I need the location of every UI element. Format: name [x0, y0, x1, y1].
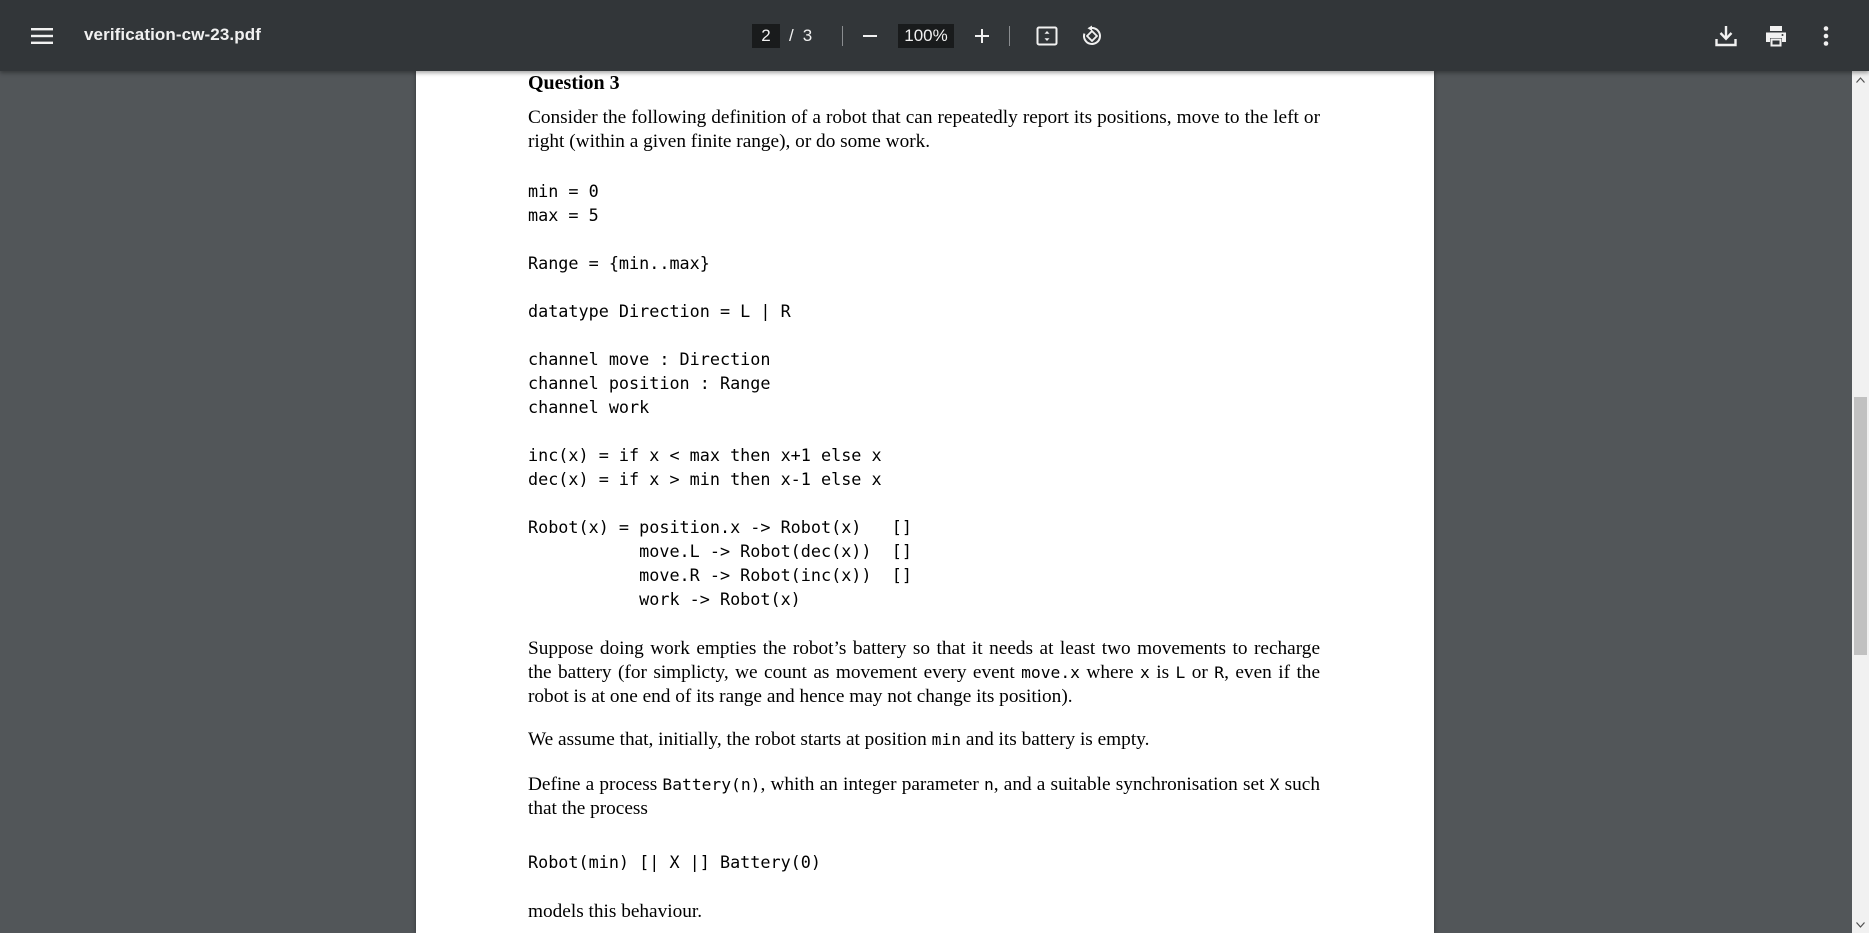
assumption-paragraph: We assume that, initially, the robot starts at position min and its battery is empty. — [528, 729, 1150, 750]
code-line-max: max = 5 — [528, 205, 599, 225]
zoom-level-input[interactable]: 100% — [898, 24, 954, 48]
fit-to-page-icon — [1036, 25, 1058, 47]
code-line-sync: Robot(min) [| X |] Battery(0) — [528, 852, 821, 872]
code-line-range: Range = {min..max} — [528, 253, 710, 273]
question-heading: Question 3 — [528, 72, 620, 94]
hamburger-menu-icon[interactable] — [22, 16, 62, 56]
define-paragraph: Define a process Battery(n), whith an integer parameter n, and a suitable synchronisation set X such that the process — [528, 774, 1320, 819]
download-button[interactable] — [1706, 16, 1746, 56]
scroll-down-arrow-icon[interactable] — [1852, 916, 1869, 933]
code-line-dec: dec(x) = if x > min then x-1 else x — [528, 469, 882, 489]
intro-paragraph: Consider the following definition of a robot that can repeatedly report its positions, move to the left or right (within a given finite range), or do some work. — [528, 107, 1320, 152]
zoom-out-button[interactable] — [850, 16, 890, 56]
code-line-robot-3: move.R -> Robot(inc(x)) [] — [528, 565, 912, 585]
download-icon — [1714, 24, 1738, 48]
battery-paragraph: Suppose doing work empties the robot’s battery so that it needs at least two movements to recharge the battery (for simplicty, we count as movement every event move.x where x is L or R, even if the robot is at one end of its range and hence may not change its position). — [528, 638, 1320, 707]
print-button[interactable] — [1756, 16, 1796, 56]
code-line-channel-move: channel move : Direction — [528, 349, 771, 369]
document-title: verification-cw-23.pdf — [84, 25, 261, 44]
code-line-datatype: datatype Direction = L | R — [528, 301, 791, 321]
vertical-scrollbar[interactable] — [1852, 71, 1869, 933]
more-options-button[interactable] — [1806, 16, 1846, 56]
toolbar-divider — [1009, 26, 1010, 46]
zoom-in-button[interactable] — [962, 16, 1002, 56]
code-line-inc: inc(x) = if x < max then x+1 else x — [528, 445, 882, 465]
pdf-page — [416, 71, 1434, 933]
fit-to-page-button[interactable] — [1027, 16, 1067, 56]
code-line-robot-2: move.L -> Robot(dec(x)) [] — [528, 541, 912, 561]
minus-icon — [862, 28, 878, 44]
toolbar-divider — [842, 26, 843, 46]
code-line-channel-position: channel position : Range — [528, 373, 771, 393]
page-separator: / — [789, 26, 794, 45]
scrollbar-thumb[interactable] — [1854, 397, 1867, 655]
total-pages: 3 — [802, 26, 813, 45]
code-line-robot-1: Robot(x) = position.x -> Robot(x) [] — [528, 517, 912, 537]
code-line-robot-4: work -> Robot(x) — [528, 589, 801, 609]
rotate-button[interactable] — [1072, 16, 1112, 56]
models-paragraph: models this behaviour. — [528, 901, 703, 922]
more-vertical-icon — [1823, 25, 1829, 47]
page-navigation — [752, 24, 812, 48]
code-line-channel-work: channel work — [528, 397, 650, 417]
pdf-toolbar — [0, 0, 1869, 71]
code-line-min: min = 0 — [528, 181, 599, 201]
page-number-input[interactable]: 2 — [752, 24, 780, 48]
printer-icon — [1764, 24, 1788, 48]
plus-icon — [974, 28, 990, 44]
scroll-up-arrow-icon[interactable] — [1852, 71, 1869, 88]
pdf-viewer[interactable] — [0, 71, 1852, 933]
rotate-icon — [1081, 25, 1103, 47]
